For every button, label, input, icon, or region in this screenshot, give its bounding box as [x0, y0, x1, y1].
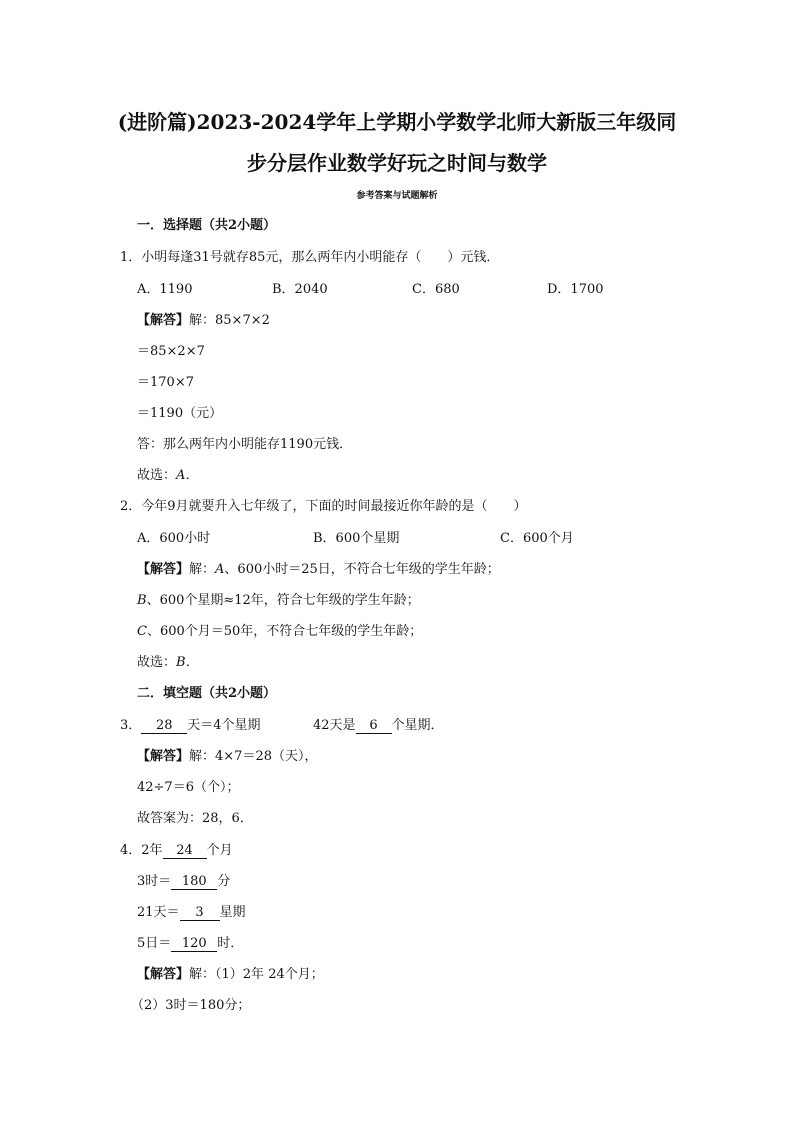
q4-blank-2: 180: [171, 875, 217, 890]
q4-line-2: [137, 874, 230, 890]
q3-sol-1: 解：4×7＝28（天），: [189, 749, 318, 764]
q4-sol-2: （2）3时＝180分；: [131, 998, 251, 1013]
q4-number: 4．: [120, 843, 142, 858]
q3-jieda-tag: 【解答】: [137, 749, 190, 764]
q2-answer-value: B．: [176, 655, 199, 670]
q4-l4-post: 时．: [217, 936, 244, 951]
q1-option-b: B．2040: [272, 282, 328, 297]
section-1-heading: 一．选择题（共2小题）: [137, 218, 277, 233]
q3-text-1: 天＝4个星期: [187, 718, 261, 733]
q4-l2-post: 分: [217, 874, 231, 889]
q3-sol-2: 42÷7＝6（个）；: [137, 780, 240, 795]
q2-sol-3-rest: 、600个月＝50年，不符合七年级的学生年龄；: [146, 624, 423, 639]
q4-l1-pre: 2年: [141, 843, 163, 858]
q3-text-2: 42天是: [313, 718, 356, 733]
q1-option-a: A．1190: [137, 282, 193, 297]
q3-blank-1: 28: [141, 719, 187, 734]
q4-l1-post: 个月: [206, 843, 233, 858]
answer-key-subtitle: 参考答案与试题解析: [356, 191, 438, 201]
q3-text-3: 个星期．: [391, 718, 444, 733]
q1-answer-value: A．: [176, 468, 199, 483]
q2-answer: [137, 655, 199, 671]
q2-sol-1-letter: A: [215, 562, 225, 577]
q3-stem: [120, 718, 261, 734]
q4-jieda-tag: 【解答】: [137, 967, 190, 982]
q4-sol-1: 解：（1）2年 24个月；: [189, 967, 324, 982]
q3-stem-part-2: [313, 718, 444, 734]
q2-option-c: C．600个月: [500, 531, 574, 546]
q2-solution-line-3: [137, 624, 422, 640]
q2-jieda-tag: 【解答】: [137, 562, 190, 577]
q4-line-3: [137, 905, 246, 921]
q2-answer-prefix: 故选：: [137, 655, 177, 670]
q3-sol-3: 故答案为：28，6．: [137, 811, 253, 826]
q1-answer: [137, 468, 198, 484]
q4-blank-3: 3: [180, 906, 220, 921]
q4-line-1: [120, 843, 233, 859]
q2-sol-1-rest: 、600小时＝25日，不符合七年级的学生年龄；: [224, 562, 500, 577]
q2-sol-2-letter: B: [137, 593, 147, 608]
q2-solution-line-1: [137, 562, 500, 578]
q2-sol-1-pre: 解：: [189, 562, 216, 577]
q4-blank-4: 120: [171, 937, 217, 952]
q2-option-b: B．600个星期: [313, 531, 400, 546]
q1-sol-5: 答：那么两年内小明能存1190元钱．: [137, 437, 353, 452]
q1-stem: 1．小明每逢31号就存85元，那么两年内小明能存（ ）元钱．: [120, 250, 500, 265]
section-2-heading: 二．填空题（共2小题）: [137, 686, 277, 701]
q1-option-c: C．680: [412, 282, 460, 297]
title-line-1: (进阶篇)2023-2024学年上学期小学数学北师大新版三年级同: [117, 110, 677, 134]
title-line-2: 步分层作业数学好玩之时间与数学: [247, 151, 547, 175]
q2-solution-line-2: [137, 593, 420, 609]
q2-stem: 2．今年9月就要升入七年级了，下面的时间最接近你年龄的是（ ）: [120, 499, 527, 514]
q4-blank-1: 24: [163, 844, 207, 859]
q3-blank-2: 6: [356, 719, 392, 734]
q1-jieda-tag: 【解答】: [137, 313, 190, 328]
q4-solution-line-1: [137, 967, 324, 983]
q3-solution-line-1: [137, 749, 318, 765]
q1-sol-1: 解：85×7×2: [189, 313, 270, 328]
q1-sol-3: ＝170×7: [137, 375, 194, 390]
q1-solution-line-1: [137, 313, 270, 329]
q1-sol-4: ＝1190（元）: [137, 406, 223, 421]
q1-option-d: D．1700: [547, 282, 604, 297]
q1-answer-prefix: 故选：: [137, 468, 177, 483]
q4-l3-post: 星期: [219, 905, 246, 920]
q1-sol-2: ＝85×2×7: [137, 344, 205, 359]
q4-line-4: [137, 936, 243, 952]
q2-option-a: A．600小时: [137, 531, 211, 546]
q4-l4-pre: 5日＝: [137, 936, 172, 951]
q2-sol-3-letter: C: [137, 624, 147, 639]
q2-sol-2-rest: 、600个星期≈12年，符合七年级的学生年龄；: [146, 593, 420, 608]
q4-l3-pre: 21天＝: [137, 905, 180, 920]
q4-l2-pre: 3时＝: [137, 874, 172, 889]
q3-number: 3．: [120, 718, 142, 733]
